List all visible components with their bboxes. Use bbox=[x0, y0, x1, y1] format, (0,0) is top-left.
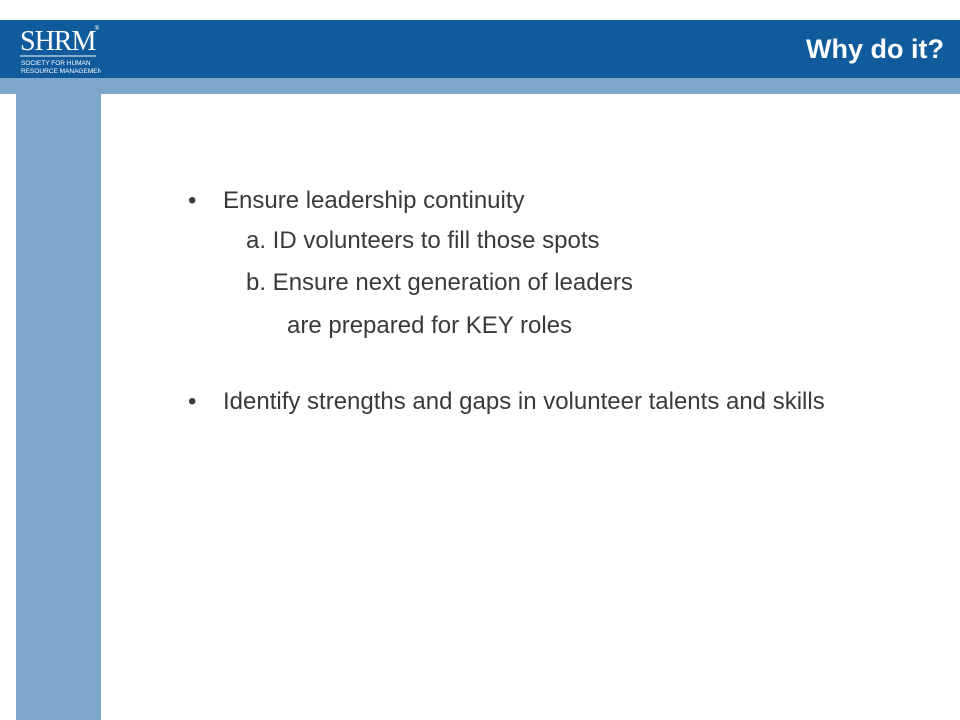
header-underline-band bbox=[0, 78, 960, 94]
bullet-item-2 bbox=[188, 382, 888, 421]
sub-item-a: a. ID volunteers to fill those spots bbox=[246, 227, 600, 254]
bullet-item-1 bbox=[188, 182, 888, 220]
sub-item-b: b. Ensure next generation of leaders bbox=[246, 269, 633, 296]
logo-wordmark: SHRM bbox=[20, 26, 96, 57]
bullet-dot-icon: • bbox=[188, 388, 197, 415]
bullet-text: Identify strengths and gaps in volunteer talents and skills bbox=[223, 388, 825, 415]
slide-title: Why do it? bbox=[806, 34, 944, 64]
slide-body bbox=[188, 182, 888, 421]
logo-subtitle-line1: SOCIETY FOR HUMAN bbox=[21, 60, 91, 67]
bullet-text: Ensure leadership continuity bbox=[223, 187, 525, 214]
left-accent-band bbox=[16, 78, 101, 720]
shrm-logo bbox=[16, 22, 101, 78]
sub-item-b-continuation: are prepared for KEY roles bbox=[287, 312, 573, 339]
bullet-dot-icon: • bbox=[188, 187, 197, 214]
logo-registered-mark: ® bbox=[94, 26, 99, 32]
logo-subtitle-line2: RESOURCE MANAGEMENT bbox=[21, 68, 101, 75]
shrm-logo-graphic bbox=[16, 22, 101, 78]
